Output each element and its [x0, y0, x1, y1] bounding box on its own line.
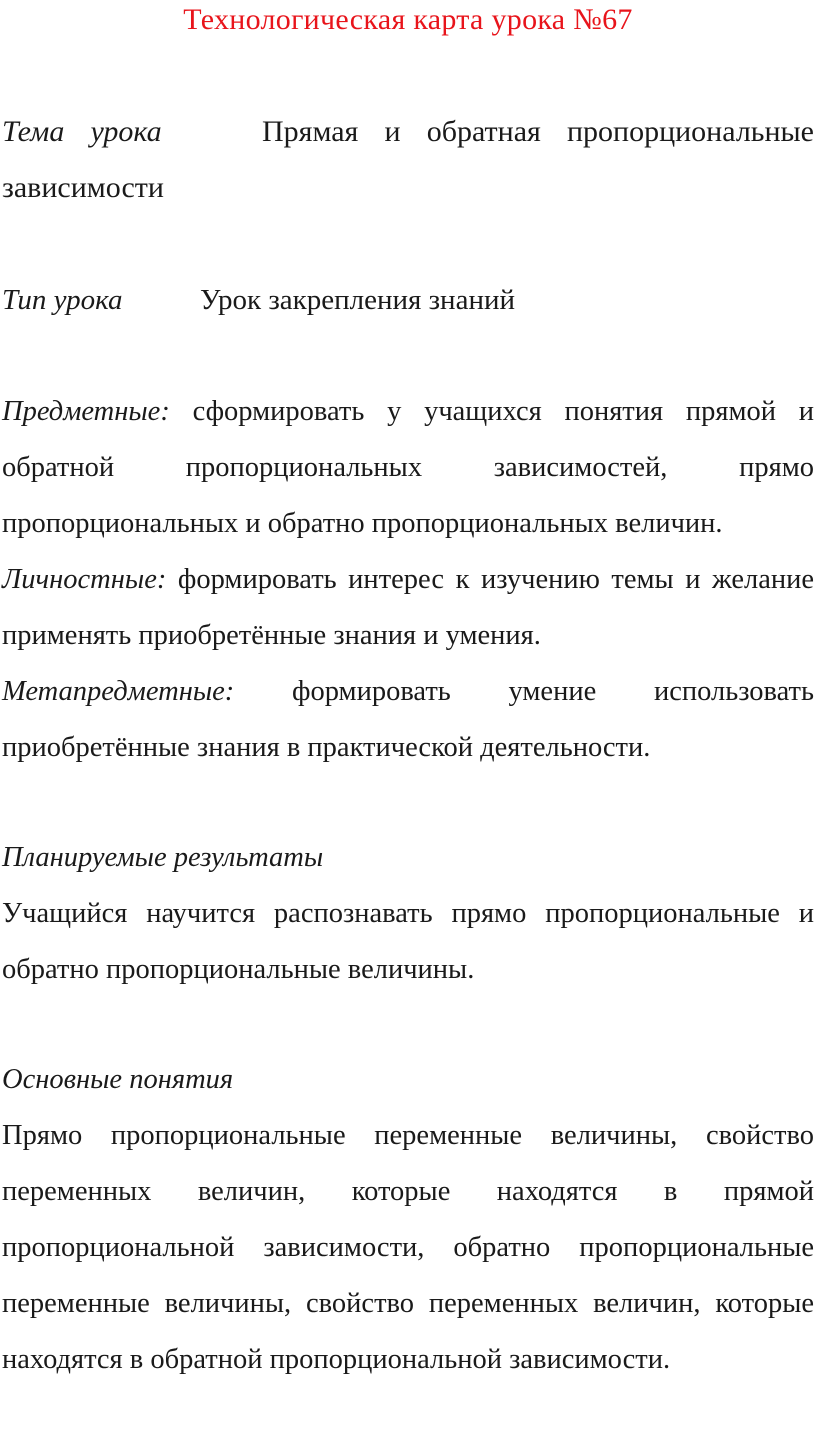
concepts-section	[2, 1052, 814, 1388]
document-title: Технологическая карта урока №67	[183, 3, 633, 36]
lesson-type-label: Тип урока	[2, 284, 123, 316]
goal-subject	[2, 384, 814, 552]
goals-section	[2, 384, 814, 776]
goal-meta-label: Метапредметные:	[2, 676, 235, 707]
goal-personal	[2, 552, 814, 664]
goal-meta	[2, 664, 814, 776]
lesson-type-value: Урок закрепления знаний	[200, 284, 516, 316]
lesson-type-section	[2, 272, 814, 328]
goal-subject-text: сформировать у учащихся понятия прямой и обратной пропорциональных зависимостей, прямо пропорциональных и обратно пропорциональных величин.	[2, 396, 815, 539]
topic-value: Прямая и обратная пропорциональные зависимости	[2, 115, 814, 204]
goal-meta-text: формировать умение использовать приобретённые знания в практической деятельности.	[2, 676, 814, 763]
topic-label: Тема урока	[2, 115, 162, 148]
results-section	[2, 830, 814, 998]
concepts-text: Прямо пропорциональные переменные величины, свойство переменных величин, которые находятся в прямой пропорциональной зависимости, обратно пропорциональные переменные величины, свойство переменных величин, которые находятся в обратной пропорциональной зависимости.	[2, 1120, 814, 1375]
topic-section	[2, 104, 814, 216]
goal-personal-text: формировать интерес к изучению темы и желание применять приобретённые знания и умения.	[2, 564, 815, 651]
results-text: Учащийся научится распознавать прямо пропорциональные и обратно пропорциональные величины.	[2, 898, 814, 985]
goal-subject-label: Предметные:	[2, 396, 170, 427]
concepts-heading: Основные понятия	[2, 1064, 234, 1095]
goal-personal-label: Личностные:	[2, 564, 167, 595]
results-heading: Планируемые результаты	[2, 842, 324, 873]
